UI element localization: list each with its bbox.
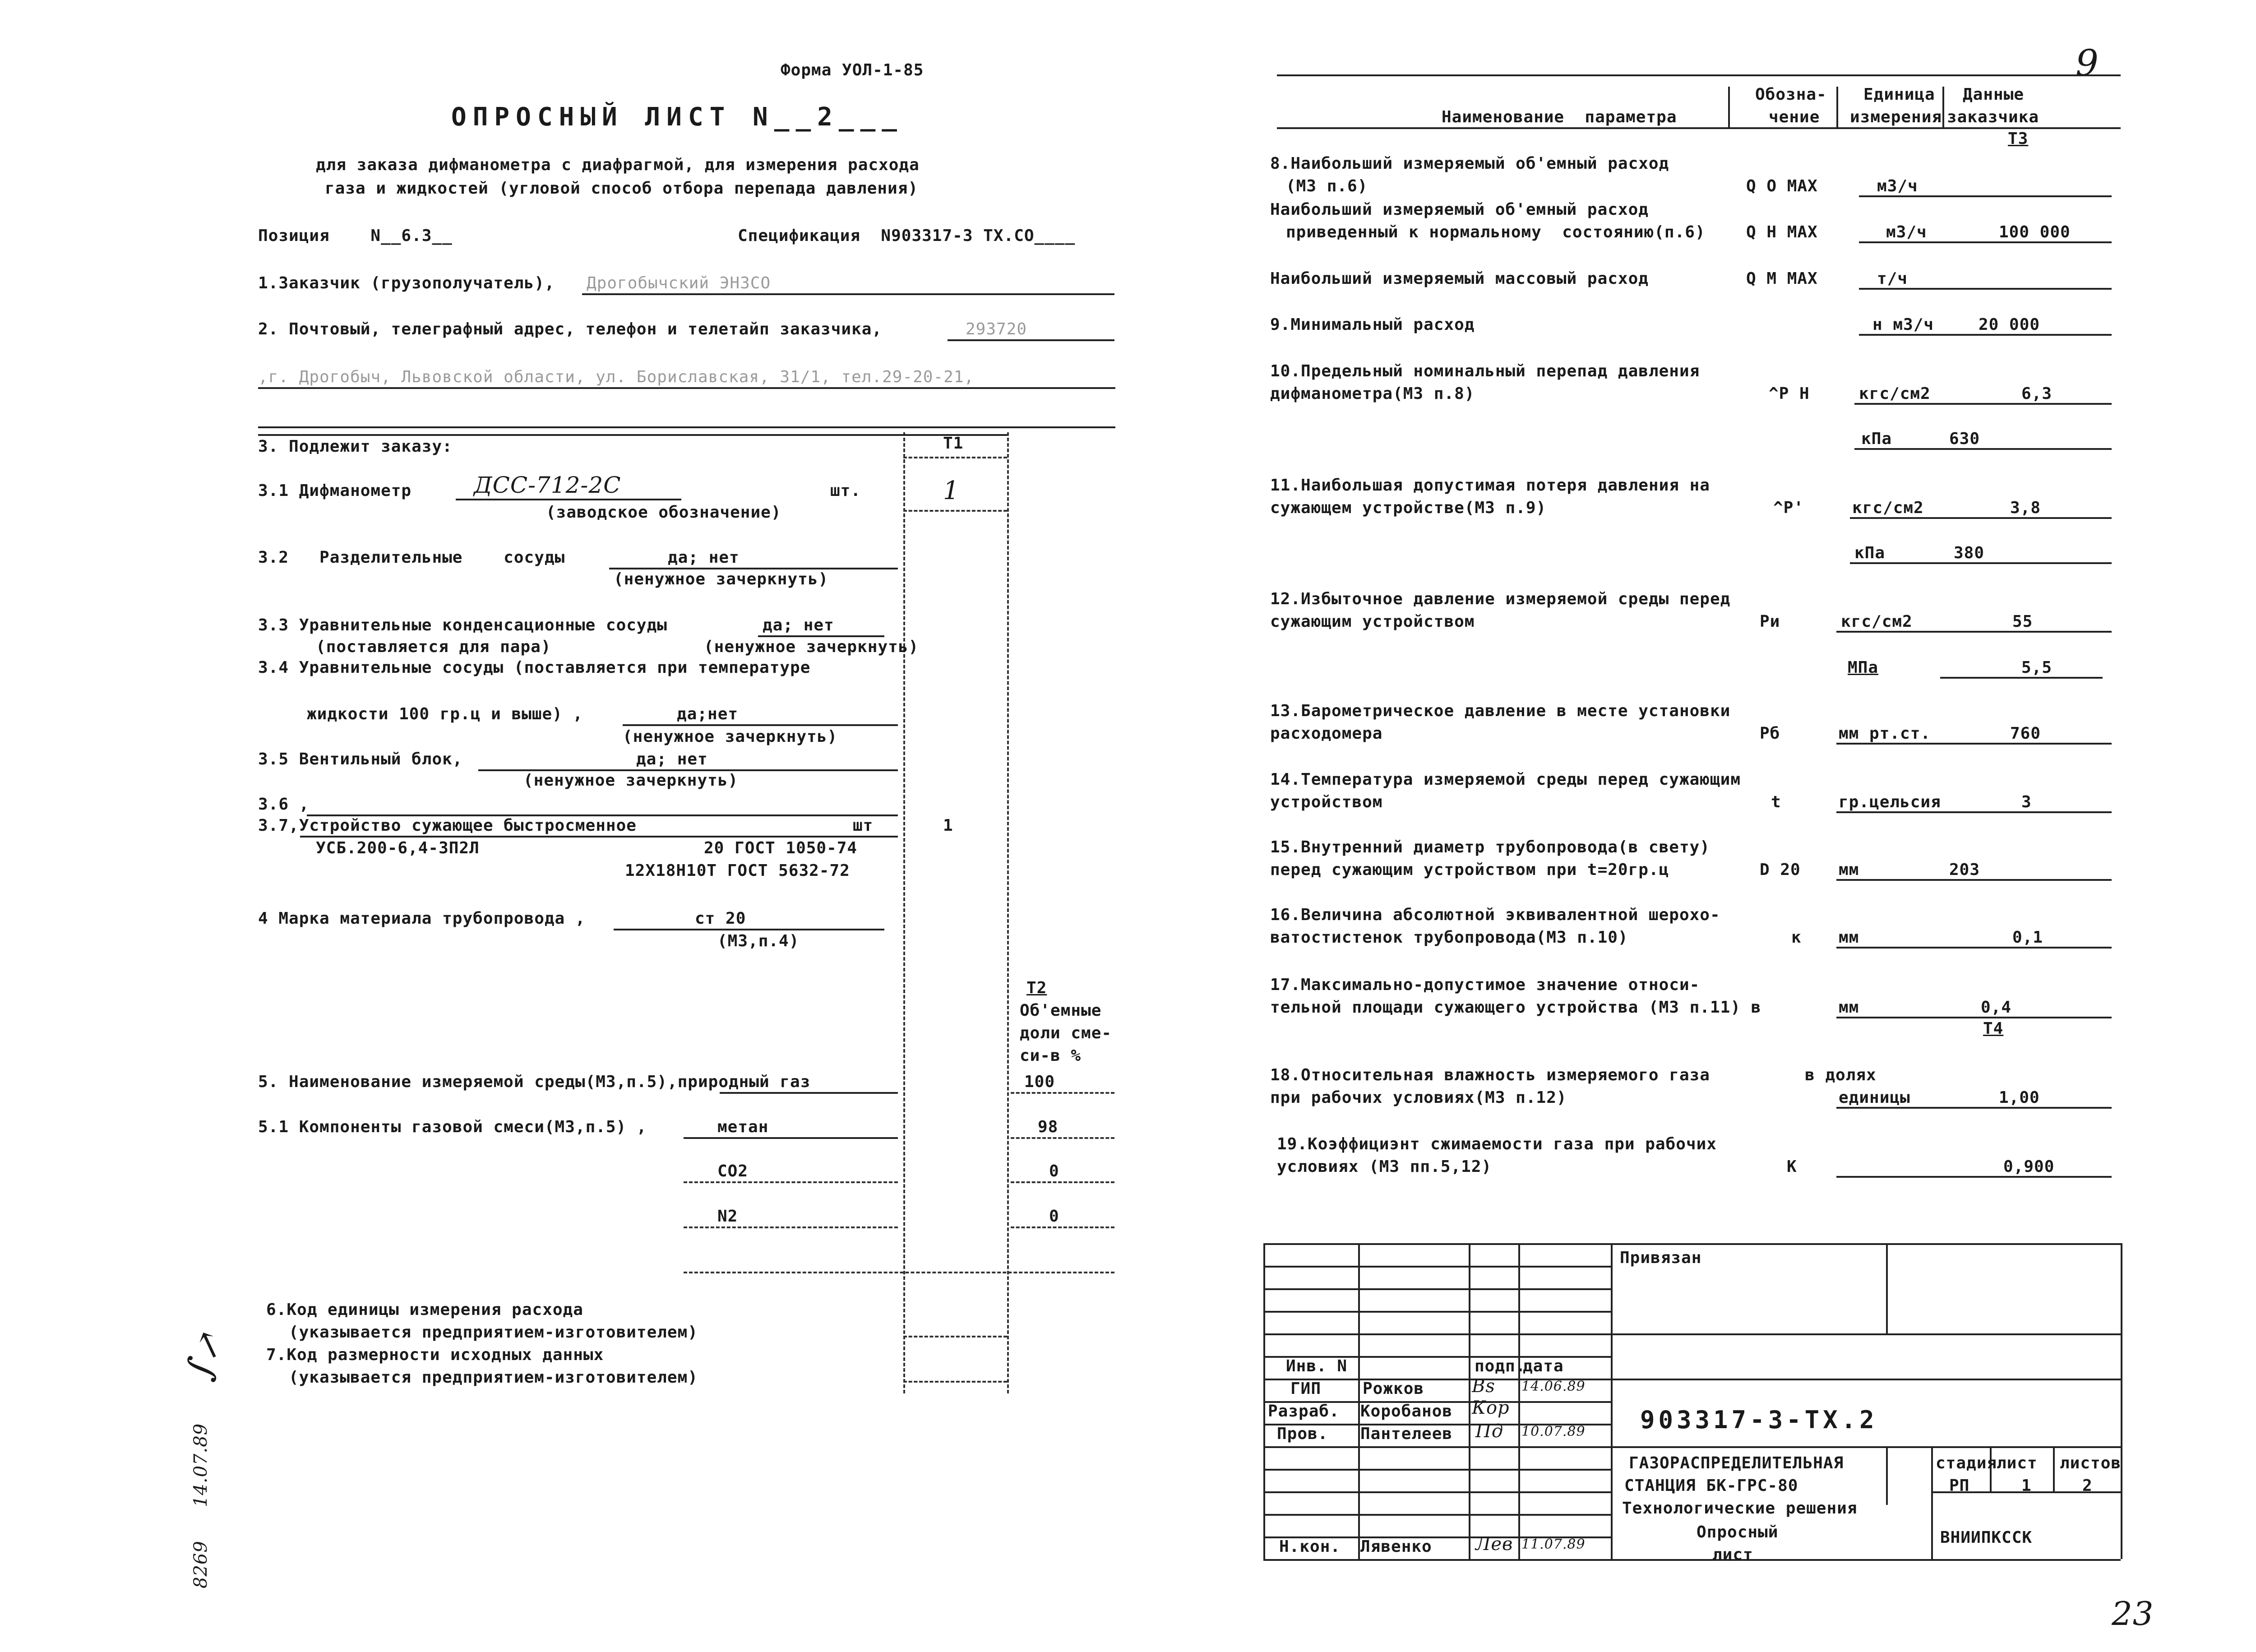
header-bottom-line [1277,127,2121,129]
param-13-line1: 13.Барометрическое давление в месте установки [1270,702,1731,720]
item-3-7-line2: УСБ.200-6,4-ЗП2Л [316,839,480,857]
param-15-value: 203 [1949,861,1980,879]
item-7-label: 7.Код размерности исходных данных [266,1346,604,1364]
stamp-listov-label: листов [2060,1454,2122,1472]
param-19-line1: 19.Коэффициэнт сжимаемости газа при рабочих [1277,1135,1717,1153]
item-3-2-line [609,568,898,569]
param-10-value2: 630 [1949,430,1980,448]
stamp-inv-label: Инв. N [1286,1357,1348,1375]
table-t2-label: Т2 [1026,979,1047,997]
stamp-stadia-label: стадия [1936,1454,1997,1472]
item-3-5-value: да; нет [636,750,708,768]
param-11-line1: 11.Наибольшая допустимая потеря давления на [1270,476,1710,495]
header-top-line [1277,74,2121,76]
param-8b-symbol: Q Н MAX [1746,223,1818,241]
param-8b-value: 100 000 [1999,223,2071,241]
stamp-list-value: 1 [2021,1476,2032,1495]
item-3-5-label: 3.5 Вентильный блок, [258,750,463,768]
stamp-listov-value: 2 [2082,1476,2093,1495]
param-17-unit: мм [1839,998,1859,1017]
stamp-data-label: дата [1523,1357,1564,1375]
item-4-value: ст 20 [695,909,746,928]
item-5-value-line [1011,1092,1114,1094]
item-3-7-line3: 12Х18Н10Т ГОСТ 5632-72 [625,861,850,880]
item-3-3-note-b: (ненужное зачеркнуть) [704,638,919,656]
param-8b-line1: Наибольший измеряемый об'емный расход [1270,200,1649,219]
stamp-organization: ВНИИПКССК [1940,1528,2033,1547]
item-4-line [614,929,884,930]
param-8a-line [1859,195,2112,197]
param-18-line2: при рабочих условиях(МЗ п.12) [1270,1088,1567,1107]
address-line-2 [258,387,1115,389]
order-header-line [258,434,1007,436]
param-14-unit: гр.цельсия [1839,793,1941,811]
header-divider-3 [1942,87,1944,127]
param-14-line2: устройством [1270,793,1383,811]
header-data-2: заказчика [1947,108,2039,126]
param-17-line1: 17.Максимально-допустимое значение относи- [1270,976,1700,994]
address-value-2: ,г. Дрогобыч, Львовской области, ул. Бориславская, 31/1, тел.29-20-21, [258,368,975,386]
item-3-3-value: да; нет [763,616,834,634]
param-16-value: 0,1 [2012,928,2043,947]
item-3-4-label: 3.4 Уравнительные сосуды (поставляется при температуре [258,658,811,677]
stamp-podp-label: подп. [1475,1357,1526,1375]
param-8c-unit: т/ч [1877,269,1908,288]
page-number-bottom: 23 [2112,1595,2154,1633]
stamp-object-line1: ГАЗОРАСПРЕДЕЛИТЕЛЬНАЯ [1629,1454,1844,1472]
subtitle-line-1: для заказа дифманометра с диафрагмой, для измерения расхода [316,156,920,174]
param-14-value: 3 [2021,793,2032,811]
param-12-value: 55 [2012,612,2033,631]
stamp-razrab-signature: Кор [1472,1397,1510,1418]
param-10-line2 [1854,448,2112,450]
item-6-label: 6.Код единицы измерения расхода [266,1300,583,1319]
stamp-razrab-name: Коробанов [1360,1402,1453,1421]
component-n2-value: 0 [1049,1207,1059,1226]
customer-label: 1.Заказчик (грузополучатель), [258,274,555,292]
stamp-nkon-date: 11.07.89 [1521,1536,1586,1552]
address-label: 2. Почтовый, телеграфный адрес, телефон и телетайп заказчика, [258,320,883,338]
header-divider-1 [1728,87,1730,127]
param-19-line [1836,1176,2112,1178]
item-3-4-line2: жидкости 100 гр.ц и выше) , [307,705,583,723]
header-data-1: Данные [1963,85,2025,104]
stamp-prov-signature: Пд [1475,1421,1504,1442]
table-t2-header-1: Об'емные [1020,1001,1102,1020]
component-co2: СО2 [717,1162,749,1180]
stamp-object-line3: Технологические решения [1622,1499,1858,1518]
position: Позиция N__6.3__ [258,227,453,245]
param-17-line [1836,1017,2112,1018]
param-12-symbol: Ри [1760,612,1780,631]
item-5-1-value: 98 [1038,1118,1059,1136]
param-8b-line [1859,241,2112,243]
param-11-line2: сужающем устройстве(МЗ п.9) [1270,499,1547,517]
header-unit-2: измерения [1850,108,1942,126]
stamp-prov-label: Пров. [1277,1425,1328,1443]
param-16-line2: ватостистенок трубопровода(МЗ п.10) [1270,928,1628,947]
param-8c-label: Наибольший измеряемый массовый расход [1270,269,1649,288]
item-7-line [903,1381,1007,1383]
item-5-1-value-line [1011,1137,1114,1139]
stamp-gip-label: ГИП [1290,1379,1322,1398]
stamp-gip-name: Рожков [1363,1379,1424,1398]
archive-number: 8269 [190,1541,211,1588]
param-12-value2: 5,5 [2021,658,2053,677]
item-3-1-line [456,499,681,500]
order-column-right [1007,432,1009,1393]
item-3-2-value: да; нет [668,548,740,567]
item-5-1-component: метан [717,1118,769,1136]
param-18-line [1836,1107,2112,1109]
item-6-note: (указывается предприятием-изготовителем) [289,1323,698,1342]
param-9-label: 9.Минимальный расход [1270,315,1475,334]
table-t2-header-2: доли сме- [1020,1024,1112,1042]
param-12-line1: 12.Избыточное давление измеряемой среды перед [1270,590,1731,608]
item-7-note: (указывается предприятием-изготовителем) [289,1368,698,1387]
param-8c-symbol: Q M MAX [1746,269,1818,288]
page-title: ОПРОСНЫЙ ЛИСТ N__2___ [451,102,904,132]
item-5-1-label: 5.1 Компоненты газовой смеси(МЗ,п.5) , [258,1118,647,1136]
param-15-unit: мм [1839,861,1859,879]
param-15-line1: 15.Внутренний диаметр трубопровода(в свету) [1270,838,1710,856]
param-12-unit2: МПа [1848,658,1879,677]
param-14-line1: 14.Температура измеряемой среды перед сужающим [1270,770,1741,789]
param-11-line [1850,517,2112,519]
component-co2-value: 0 [1049,1162,1059,1180]
component-blank-line [684,1272,1114,1273]
specification: Спецификация N903317-3 ТХ.СО____ [738,227,1076,245]
item-3-7-line [300,836,898,838]
param-12-unit: кгс/см2 [1841,612,1913,631]
stamp-nkon-name: Лявенко [1360,1537,1432,1556]
item-3-3-line [758,635,884,637]
param-17-line2: тельной площади сужающего устройства (МЗ п.11) в [1270,998,1761,1017]
customer-value: Дрогобычский ЭНЗСО [587,274,771,292]
header-sign-2: чение [1769,108,1820,126]
param-19-symbol: К [1787,1157,1797,1176]
document-code: 903317-3-ТХ.2 [1640,1406,1878,1434]
param-16-line [1836,947,2112,949]
item-4-label: 4 Марка материала трубопровода , [258,909,586,928]
item-5-label: 5. Наименование измеряемой среды(МЗ,п.5),природный газ [258,1073,811,1091]
section-3-heading: 3. Подлежит заказу: [258,437,453,456]
item-3-7-label: 3.7,Устройство сужающее быстросменное [258,816,637,835]
stamp-prov-name: Пантелеев [1360,1425,1453,1443]
param-9-line [1859,334,2112,336]
param-18-unit-a: в долях [1805,1066,1877,1084]
item-5-value: 100 [1024,1073,1055,1091]
item-3-1-note: (заводское обозначение) [546,503,781,522]
item-3-6-label: 3.6 , [258,795,310,814]
table-t2-header-3: си-в % [1020,1046,1082,1065]
table-t1-label: Т1 [943,434,964,453]
subtitle-line-2: газа и жидкостей (угловой способ отбора перепада давления) [325,179,919,198]
param-16-line1: 16.Величина абсолютной эквивалентной шерохо- [1270,906,1720,924]
param-12-line [1836,631,2112,633]
item-3-2-note: (ненужное зачеркнуть) [614,570,829,588]
item-3-7-unit: шт [853,816,874,835]
param-10-line1: 10.Предельный номинальный перепад давления [1270,362,1700,380]
header-name: Наименование параметра [1442,108,1677,126]
param-11-unit: кгс/см2 [1852,499,1924,517]
item-3-1-value: ДСС-712-2С [474,472,621,498]
param-8a-line2: (МЗ п.6) [1286,177,1368,195]
param-15-symbol: D 20 [1760,861,1801,879]
form-code: Форма УОЛ-1-85 [781,61,924,79]
item-6-line [903,1336,1007,1337]
param-10-value: 6,3 [2021,384,2053,403]
item-3-1-qty: 1 [943,476,960,505]
item-3-4-note: (ненужное зачеркнуть) [623,727,838,746]
param-14-line [1836,811,2112,813]
stamp-razrab-label: Разраб. [1268,1402,1340,1421]
item-3-3-note-a: (поставляется для пара) [316,638,551,656]
param-11-unit2: кПа [1854,544,1886,562]
item-5-1-line [684,1137,898,1139]
param-9-value: 20 000 [1979,315,2040,334]
param-18-value: 1,00 [1999,1088,2040,1107]
param-13-value: 760 [2010,724,2041,743]
stamp-nkon-label: Н.кон. [1279,1537,1341,1556]
item-3-1-unit: шт. [830,481,861,500]
order-column-left [903,432,905,1393]
item-3-4-value: да;нет [677,705,739,723]
stamp-nkon-signature: Лев [1475,1534,1513,1555]
item-3-1-qty-line [903,510,1007,512]
param-8b-line2: приведенный к нормальному состоянию(п.6) [1286,223,1706,241]
param-15-line [1836,879,2112,881]
component-n2-value-line [1011,1226,1114,1228]
param-17-value: 0,4 [1981,998,2012,1017]
item-3-4-line [623,724,898,726]
item-3-5-note: (ненужное зачеркнуть) [523,771,739,790]
param-11-symbol: ^Р' [1773,499,1804,517]
param-11-value: 3,8 [2010,499,2041,517]
table-t4-label: Т4 [1983,1019,2004,1038]
param-11-line2 [1850,562,2112,564]
param-14-symbol: t [1771,793,1781,811]
param-8a-unit: м3/ч [1877,177,1918,195]
param-8a-line1: 8.Наибольший измеряемый об'емный расход [1270,154,1669,173]
param-13-unit: мм рт.ст. [1839,724,1931,743]
param-8c-line [1859,288,2112,290]
param-13-line2: расходомера [1270,724,1383,743]
address-value: 293720 [966,320,1027,338]
param-18-line1: 18.Относительная влажность измеряемого газа [1270,1066,1710,1084]
param-15-line2: перед сужающим устройством при t=20гр.ц [1270,861,1669,879]
param-10-symbol: ^Р Н [1769,384,1810,403]
param-13-line [1836,743,2112,745]
param-9-unit: н м3/ч [1872,315,1934,334]
param-16-symbol: к [1791,928,1802,947]
page-number-top: 9 [2076,42,2099,84]
item-3-2-label: 3.2 Разделительные сосуды [258,548,565,567]
stamp-gip-signature: Вѕ [1472,1376,1495,1397]
stamp-doc-line2: лист [1712,1546,1753,1564]
param-18-unit: единицы [1839,1088,1910,1107]
header-unit-1: Единица [1863,85,1935,104]
stamp-list-label: лист [1997,1454,2038,1472]
param-10-unit2: кПа [1861,430,1892,448]
stamp-privyazan: Привязан [1620,1249,1702,1267]
item-3-1-label: 3.1 Дифманометр [258,481,412,500]
param-10-line [1854,403,2112,405]
item-5-line [720,1092,898,1094]
item-3-7-line2b: 20 ГОСТ 1050-74 [704,839,858,857]
stamp-prov-date: 10.07.89 [1521,1424,1586,1439]
t1-line [903,457,1007,458]
item-3-3-label: 3.3 Уравнительные конденсационные сосуды [258,616,667,634]
param-13-symbol: Рб [1760,724,1780,743]
param-12-line2: сужающим устройством [1270,612,1475,631]
param-19-line2: условиях (МЗ пп.5,12) [1277,1157,1492,1176]
component-n2: N2 [717,1207,738,1226]
component-n2-line [684,1226,898,1228]
param-8b-unit: м3/ч [1886,223,1927,241]
component-co2-value-line [1011,1181,1114,1183]
margin-signature: ∫↗ [177,1323,234,1384]
address-line-1 [948,339,1114,341]
param-10-line2: дифманометра(МЗ п.8) [1270,384,1475,403]
table-t3-label: Т3 [2008,130,2029,148]
stamp-object-line2: СТАНЦИЯ БК-ГРС-80 [1624,1476,1798,1495]
param-19-value: 0,900 [2003,1157,2055,1176]
stamp-stadia-value: РП [1949,1476,1970,1495]
item-4-note: (МЗ,п.4) [717,932,800,950]
header-sign-1: Обозна- [1755,85,1827,104]
param-16-unit: мм [1839,928,1859,947]
param-10-unit: кгс/см2 [1859,384,1931,403]
header-divider-2 [1836,87,1838,127]
address-line-3 [258,426,1115,428]
param-11-value2: 380 [1954,544,1985,562]
component-co2-line [684,1181,898,1183]
stamp-gip-date: 14.06.89 [1521,1379,1586,1394]
customer-line [582,293,1114,295]
stamp-doc-line1: Опросный [1697,1523,1779,1541]
param-12-line2 [1940,677,2103,679]
item-3-7-qty: 1 [943,816,953,835]
archive-date: 14.07.89 [190,1423,211,1507]
param-8a-symbol: Q О MAX [1746,177,1818,195]
